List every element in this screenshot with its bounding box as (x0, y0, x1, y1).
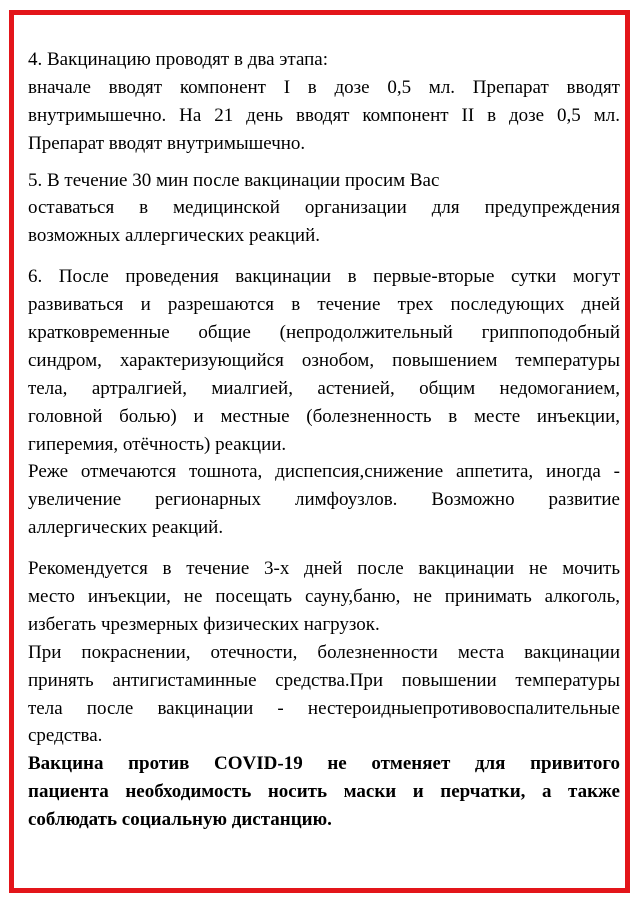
red-border-frame (9, 10, 630, 893)
section-4-line: Препарат вводят внутримышечно. (28, 132, 306, 154)
rare-reactions-line: Реже отмечаются тошнота, диспепсия,снижение аппетита, иногда - (28, 461, 620, 483)
medication-line: средства. (28, 725, 103, 747)
section-6-line: головной болью) и местные (болезненность в месте инъекции, (28, 405, 620, 427)
rare-reactions-line: аллергических реакций. (28, 517, 224, 539)
spacer (28, 542, 620, 555)
recommendation-line: Рекомендуется в течение 3-х дней после вакцинации не мочить (28, 558, 620, 580)
section-6-line: 6. После проведения вакцинации в первые-вторые сутки могут (28, 266, 620, 288)
covid-warning-line: пациента необходимость носить маски и перчатки, а также (28, 781, 620, 803)
section-6-reactions (28, 263, 620, 542)
section-4-heading: 4. Вакцинацию проводят в два этапа: (28, 49, 329, 70)
section-4-line: внутримышечно. На 21 день вводят компонент II в дозе 0,5 мл. (28, 104, 620, 126)
document-body (28, 46, 620, 834)
section-4-line: вначале вводят компонент I в дозе 0,5 мл. Препарат вводят (28, 76, 620, 98)
spacer (28, 250, 620, 263)
covid-warning-line: Вакцина против COVID-19 не отменяет для привитого (28, 753, 620, 775)
covid-warning-line: соблюдать социальную дистанцию. (28, 809, 332, 831)
section-5-heading: 5. В течение 30 мин после вакцинации просим Вас (28, 169, 440, 191)
recommendation-line: место инъекции, не посещать сауну,баню, не принимать алкоголь, (28, 586, 620, 608)
recommendations-section (28, 555, 620, 834)
section-6-line: тела, артралгией, миалгией, астенией, общим недомоганием, (28, 377, 620, 399)
recommendation-line: избегать чрезмерных физических нагрузок. (28, 613, 380, 635)
rare-reactions-line: увеличение регионарных лимфоузлов. Возможно развитие (28, 489, 620, 511)
spacer (28, 158, 620, 167)
medication-line: принять антигистаминные средства.При повышении температуры (28, 669, 620, 691)
section-6-line: синдром, характеризующийся ознобом, повышением температуры (28, 349, 620, 371)
section-6-line: развиваться и разрешаются в течение трех последующих дней (28, 294, 620, 316)
section-5-observation (28, 167, 620, 251)
section-5-line: оставаться в медицинской организации для предупреждения (28, 197, 620, 219)
medication-line: тела после вакцинации - нестероидныепротивовоспалительные (28, 697, 620, 719)
section-5-line: возможных аллергических реакций. (28, 225, 321, 247)
section-6-line: гиперемия, отёчность) реакции. (28, 433, 287, 455)
section-4-vaccination-stages (28, 46, 620, 158)
medication-line: При покраснении, отечности, болезненности места вакцинации (28, 641, 620, 663)
section-6-line: кратковременные общие (непродолжительный гриппоподобный (28, 322, 620, 344)
